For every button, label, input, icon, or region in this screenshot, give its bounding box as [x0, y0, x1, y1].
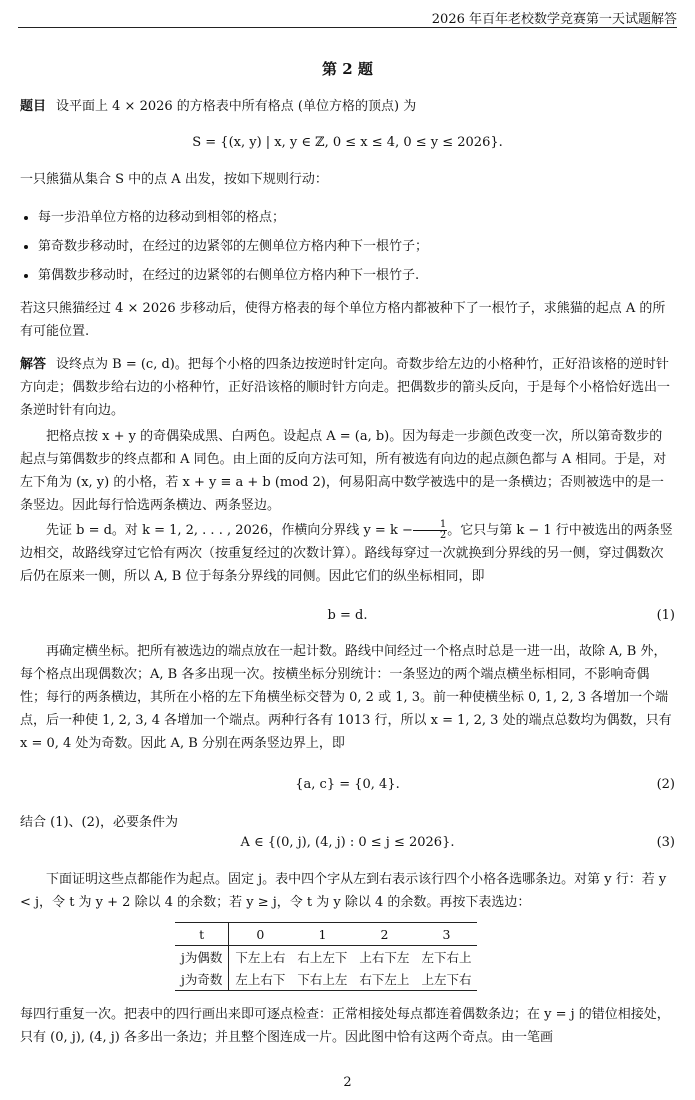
- equation-1-number: (1): [656, 608, 675, 623]
- table-row: [175, 968, 477, 991]
- combine-sentence: 结合 (1)、(2)，必要条件为: [20, 815, 178, 830]
- solution-para-4: 再确定横坐标。把所有被选边的端点放在一起计数。路线中间经过一个格点时总是一进一出，故除 A, B 外，每个格点出现偶数次；A, B 各多出现一次。按横坐标分别统计：一条竖边的两个端点横坐标相同，不影响奇偶性；每行的两条横边，其所在小格的左下角横坐标交替为 0, 2 或 1, 3。前一种使横坐标 0, 1, 2, 3 各增加一个端点，后一种使 1, 2, 3, 4 各增加一个端点。两种行各有 1013 行，所以 x = 1, 2, 3 处的端点总数均为偶数，只有 x = 0, 4 处为奇数。因此 A, B 分别在两条竖边界上，即: [20, 644, 672, 751]
- table-col-header: 3: [415, 923, 477, 946]
- equation-3: A ∈ {(0, j), (4, j) : 0 ≤ j ≤ 2026}.: [240, 835, 455, 850]
- table-corner: t: [175, 923, 229, 946]
- equation-2: {a, c} = {0, 4}.: [295, 777, 400, 792]
- fraction-numerator: 1: [413, 520, 447, 531]
- solution-para-6: 每四行重复一次。把表中的四行画出来即可逐点检查：正常相接处每点都连着偶数条边；在 y = j 的错位相接处，只有 (0, j), (4, j) 各多出一条边；并且整个图连成一片。因此图中恰有这两个奇点。由一笔画: [20, 1007, 670, 1045]
- table-row-label: j为奇数: [175, 968, 229, 991]
- rule-item: • 第奇数步移动时，在经过的边紧邻的左侧单位方格内种下一根竹子；: [38, 232, 675, 261]
- solution-para-1-text: 设终点为 B = (c, d)。把每个小格的四条边按逆时针定向。奇数步给左边的小格种竹，正好沿该格的逆时针方向走；偶数步给右边的小格种竹，正好沿该格的顺时针方向走。把偶数步的箭头反向，于是每个小格恰好选出一条逆时针有向边。: [20, 357, 671, 418]
- header-rule: [18, 27, 677, 28]
- table-cell: 上右下左: [359, 950, 410, 965]
- table-col-header: 1: [291, 923, 353, 946]
- running-header: 2026 年百年老校数学竞赛第一天试题解答: [431, 12, 677, 27]
- problem-title: 第 2 题: [322, 60, 373, 78]
- rule-item: • 第偶数步移动时，在经过的边紧邻的右侧单位方格内种下一根竹子.: [38, 261, 675, 290]
- solution-label: 解答: [20, 357, 47, 372]
- edge-selection-table: [175, 922, 477, 991]
- table-row: [175, 946, 477, 969]
- start-sentence: 一只熊猫从集合 S 中的点 A 出发，按如下规则行动：: [20, 172, 328, 187]
- page-number: 2: [343, 1075, 352, 1090]
- rule-item: • 每一步沿单位方格的边移动到相邻的格点；: [38, 203, 675, 232]
- table-header-row: [175, 923, 477, 946]
- para3-text-b: 。它只与第 k − 1 行中被选出的两条竖边相交，故路线穿过它恰有两次（按重复经过的次数计算）。路线每穿过一次就换到分界线的另一侧，穿过偶数次后仍在原来一侧，所以 A, B 位于每条分界线的同侧。因此它们的纵坐标相同，即: [20, 523, 673, 584]
- para3-text-a: 先证 b = d。对 k = 1, 2, . . . , 2026，作横向分界线 y = k −: [46, 523, 413, 538]
- solution-para-2: 把格点按 x + y 的奇偶染成黑、白两色。设起点 A = (a, b)。因为每走一步颜色改变一次，所以第奇数步的起点与第偶数步的终点都和 A 同色。由上面的反向方法可知，所有被选有向边的起点颜色都与 A 相同。于是，对左下角为 (x, y) 的小格，若 x + y ≡ a + b (mod 2)，何易阳高中数学被选中的是一条横边；否则被选中的是一条竖边。因此每行恰选两条横边、两条竖边。: [20, 429, 667, 513]
- problem-intro-text: 设平面上 4 × 2026 的方格表中所有格点 (单位方格的顶点) 为: [56, 99, 417, 114]
- fraction-half: [413, 520, 447, 541]
- table-cell: 左上右下: [229, 968, 292, 991]
- solution-para-5: 下面证明这些点都能作为起点。固定 j。表中四个字从左到右表示该行四个小格各选哪条边。对第 y 行：若 y < j，令 t 为 y + 2 除以 4 的余数；若 y ≥ j，令 t 为 y 除以 4 的余数。再按下表选边：: [20, 872, 667, 910]
- equation-3-number: (3): [656, 835, 675, 850]
- solution-para-3: [20, 519, 675, 588]
- problem-intro: [20, 95, 675, 118]
- problem-label: 题目: [20, 99, 47, 114]
- table-cell: 右下左上: [353, 968, 415, 991]
- table-row-label: j为偶数: [175, 946, 229, 969]
- table-cell: 上左下右: [415, 968, 477, 991]
- table-col-header: 2: [353, 923, 415, 946]
- table-cell: 下左上右: [235, 950, 286, 965]
- solution-para-1: [20, 353, 675, 422]
- equation-2-number: (2): [656, 777, 675, 792]
- table-col-header: 0: [229, 923, 292, 946]
- table-cell: 下右上左: [291, 968, 353, 991]
- table-cell: 左下右上: [421, 950, 472, 965]
- table-cell: 右上左下: [297, 950, 348, 965]
- problem-question: 若这只熊猫经过 4 × 2026 步移动后，使得方格表的每个单位方格内都被种下了一根竹子，求熊猫的起点 A 的所有可能位置.: [20, 301, 666, 339]
- set-formula: S = {(x, y) | x, y ∈ ℤ, 0 ≤ x ≤ 4, 0 ≤ y ≤ 2026}.: [192, 135, 503, 150]
- rules-list: [20, 203, 675, 290]
- equation-1: b = d.: [327, 608, 368, 623]
- fraction-denominator: 2: [439, 530, 447, 541]
